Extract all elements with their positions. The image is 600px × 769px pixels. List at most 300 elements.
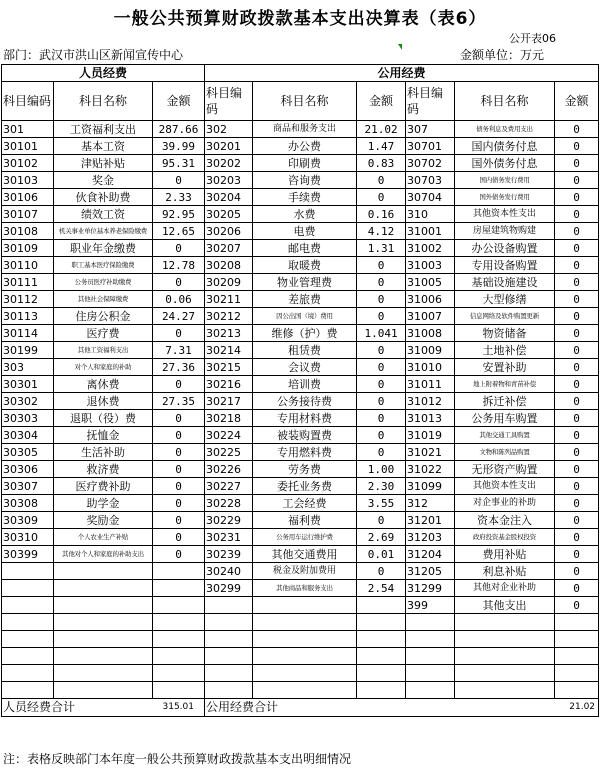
cell-code: 30217 <box>205 393 253 410</box>
cell-code: 31021 <box>406 444 455 461</box>
cell-amount: 0.01 <box>357 546 406 563</box>
cell-amount: 0 <box>555 444 599 461</box>
table-row <box>2 665 599 682</box>
table-row <box>2 393 599 410</box>
cell-amount: 0 <box>555 563 599 580</box>
cell-code: 30704 <box>406 189 455 206</box>
cell-name: 商品和服务支出 <box>253 121 357 138</box>
cell-code: 30111 <box>2 274 54 291</box>
cell-name: 国内债务付息 <box>455 138 555 155</box>
cell-name: 资本金注入 <box>455 512 555 529</box>
cell-amount: 27.36 <box>153 359 205 376</box>
cell-amount: 0 <box>153 529 205 546</box>
cell-amount <box>555 614 599 631</box>
cell-name: 离休费 <box>54 376 153 393</box>
cell-amount: 0 <box>555 121 599 138</box>
cell-amount: 0 <box>357 376 406 393</box>
cell-code <box>205 648 253 665</box>
cell-amount <box>153 580 205 597</box>
cell-amount <box>153 614 205 631</box>
cell-amount: 0 <box>357 172 406 189</box>
cell-amount <box>555 665 599 682</box>
table-row <box>2 189 599 206</box>
cell-name: 办公设备购置 <box>455 240 555 257</box>
cell-code: 30703 <box>406 172 455 189</box>
cell-name: 租赁费 <box>253 342 357 359</box>
cell-amount: 0 <box>357 308 406 325</box>
cell-code: 30240 <box>205 563 253 580</box>
table-row <box>2 240 599 257</box>
cell-name: 专用材料费 <box>253 410 357 427</box>
cell-name: 个人农业生产补贴 <box>54 529 153 546</box>
cell-code: 30399 <box>2 546 54 563</box>
cell-name <box>253 648 357 665</box>
cell-amount <box>153 665 205 682</box>
cell-name <box>54 580 153 597</box>
cell-name: 安置补助 <box>455 359 555 376</box>
cell-name: 救济费 <box>54 461 153 478</box>
code-header: 科目编码 <box>205 82 253 121</box>
cell-name <box>253 597 357 614</box>
cell-code: 31001 <box>406 223 455 240</box>
cell-code: 30106 <box>2 189 54 206</box>
table-row <box>2 648 599 665</box>
cell-name: 其他对个人和家庭的补助支出 <box>54 546 153 563</box>
cell-code: 30108 <box>2 223 54 240</box>
cell-amount: 0 <box>555 512 599 529</box>
cell-code: 31010 <box>406 359 455 376</box>
table-row <box>2 682 599 699</box>
cell-amount: 39.99 <box>153 138 205 155</box>
cell-amount: 0 <box>555 461 599 478</box>
cell-code <box>205 631 253 648</box>
cell-code <box>2 614 54 631</box>
table-row <box>2 495 599 512</box>
cell-name: 其他商品和服务支出 <box>253 580 357 597</box>
cell-amount: 1.47 <box>357 138 406 155</box>
cell-amount: 287.66 <box>153 121 205 138</box>
cell-code: 30305 <box>2 444 54 461</box>
personnel-total-label: 人员经费合计 <box>2 699 153 717</box>
cell-code: 399 <box>406 597 455 614</box>
cell-code: 31099 <box>406 478 455 495</box>
table-row <box>2 512 599 529</box>
cell-amount <box>153 563 205 580</box>
cell-amount: 0 <box>357 512 406 529</box>
cell-name: 无形资产购置 <box>455 461 555 478</box>
cell-code: 30224 <box>205 427 253 444</box>
table-row <box>2 427 599 444</box>
cell-code: 30103 <box>2 172 54 189</box>
cell-code: 30229 <box>205 512 253 529</box>
cell-amount <box>357 648 406 665</box>
cell-name: 物业管理费 <box>253 274 357 291</box>
cell-amount <box>357 631 406 648</box>
cell-name: 其他对企业补助 <box>455 580 555 597</box>
cell-name <box>455 631 555 648</box>
cell-code: 30215 <box>205 359 253 376</box>
cell-amount: 0 <box>555 274 599 291</box>
cell-code: 30205 <box>205 206 253 223</box>
cell-name: 文物和陈列品购置 <box>455 444 555 461</box>
cell-amount: 0 <box>555 240 599 257</box>
amount-header: 金额 <box>357 82 406 121</box>
table-row <box>2 410 599 427</box>
cell-name: 退休费 <box>54 393 153 410</box>
cell-amount: 0 <box>555 291 599 308</box>
cell-code: 30239 <box>205 546 253 563</box>
cell-amount: 0 <box>153 444 205 461</box>
cell-code: 30201 <box>205 138 253 155</box>
cell-code: 30102 <box>2 155 54 172</box>
cell-name: 被装购置费 <box>253 427 357 444</box>
cell-code: 31008 <box>406 325 455 342</box>
cell-amount: 0 <box>555 478 599 495</box>
cell-code: 302 <box>205 121 253 138</box>
cell-code: 30307 <box>2 478 54 495</box>
footnote: 注：表格反映部门本年度一般公共预算财政拨款基本支出明细情况 <box>3 752 352 766</box>
cell-amount <box>555 648 599 665</box>
cell-code: 30228 <box>205 495 253 512</box>
cell-name: 伙食补助费 <box>54 189 153 206</box>
cell-amount: 0 <box>357 291 406 308</box>
cell-name: 房屋建筑物购建 <box>455 223 555 240</box>
table-row <box>2 206 599 223</box>
cell-name <box>54 614 153 631</box>
cell-code <box>205 665 253 682</box>
cell-name: 其他工资福利支出 <box>54 342 153 359</box>
cell-code <box>2 682 54 699</box>
cell-code: 31019 <box>406 427 455 444</box>
cell-amount: 3.55 <box>357 495 406 512</box>
cell-code: 30199 <box>2 342 54 359</box>
cell-name: 利息补贴 <box>455 563 555 580</box>
cell-name: 奖励金 <box>54 512 153 529</box>
amount-header: 金额 <box>153 82 205 121</box>
cell-name <box>54 563 153 580</box>
cell-amount: 0 <box>357 563 406 580</box>
cell-name: 水费 <box>253 206 357 223</box>
cell-amount: 0 <box>357 393 406 410</box>
table-row <box>2 359 599 376</box>
table-row <box>2 376 599 393</box>
cell-name: 维修（护）费 <box>253 325 357 342</box>
cell-code: 31204 <box>406 546 455 563</box>
table-row <box>2 546 599 563</box>
cell-name: 培训费 <box>253 376 357 393</box>
cell-name <box>455 614 555 631</box>
cell-name: 生活补助 <box>54 444 153 461</box>
cell-name <box>54 665 153 682</box>
cell-amount: 0 <box>153 274 205 291</box>
cell-code: 30231 <box>205 529 253 546</box>
cell-code: 30209 <box>205 274 253 291</box>
cell-name: 公务员医疗补助缴费 <box>54 274 153 291</box>
cell-name: 其他资本性支出 <box>455 478 555 495</box>
cell-amount: 0 <box>555 597 599 614</box>
public-section-header: 公用经费 <box>205 65 599 82</box>
cell-amount: 0 <box>153 410 205 427</box>
cell-code: 30302 <box>2 393 54 410</box>
cell-code: 31002 <box>406 240 455 257</box>
cell-amount: 27.35 <box>153 393 205 410</box>
name-header: 科目名称 <box>455 82 555 121</box>
cell-name: 印刷费 <box>253 155 357 172</box>
cell-code: 303 <box>2 359 54 376</box>
cell-amount: 0.06 <box>153 291 205 308</box>
code-header: 科目编码 <box>406 82 455 121</box>
cell-name: 地上附着物和青苗补偿 <box>455 376 555 393</box>
cell-amount: 1.041 <box>357 325 406 342</box>
cell-amount: 0 <box>555 580 599 597</box>
cell-name <box>54 597 153 614</box>
cell-amount: 0 <box>555 376 599 393</box>
cell-code: 31203 <box>406 529 455 546</box>
cell-code: 30214 <box>205 342 253 359</box>
cell-code <box>2 631 54 648</box>
cell-name: 因公出国（境）费用 <box>253 308 357 325</box>
cell-code: 30306 <box>2 461 54 478</box>
cell-code <box>406 682 455 699</box>
cell-name: 医疗费补助 <box>54 478 153 495</box>
cell-amount: 0 <box>555 223 599 240</box>
cell-amount: 1.31 <box>357 240 406 257</box>
cell-name: 专用燃料费 <box>253 444 357 461</box>
cell-name <box>455 665 555 682</box>
cell-name: 其他资本性支出 <box>455 206 555 223</box>
cell-code <box>205 682 253 699</box>
cell-amount: 0 <box>357 274 406 291</box>
cell-name: 专用设备购置 <box>455 257 555 274</box>
table-row <box>2 138 599 155</box>
cell-name: 咨询费 <box>253 172 357 189</box>
page-title: 一般公共预算财政拨款基本支出决算表（表6） <box>113 9 487 29</box>
table-row <box>2 223 599 240</box>
cell-code <box>406 631 455 648</box>
cell-amount: 0 <box>555 206 599 223</box>
cell-amount: 0 <box>555 359 599 376</box>
cell-code: 31299 <box>406 580 455 597</box>
cell-amount: 0 <box>357 359 406 376</box>
cell-name: 劳务费 <box>253 461 357 478</box>
table-row <box>2 444 599 461</box>
cell-amount: 0 <box>555 393 599 410</box>
cell-amount: 0 <box>555 427 599 444</box>
cell-name: 土地补偿 <box>455 342 555 359</box>
cell-code: 31006 <box>406 291 455 308</box>
cell-code <box>2 580 54 597</box>
unit-label: 金额单位：万元 <box>460 48 545 62</box>
cell-name: 取暖费 <box>253 257 357 274</box>
table-row <box>2 580 599 597</box>
cell-name: 国内债务发行费用 <box>455 172 555 189</box>
cell-code: 30112 <box>2 291 54 308</box>
cell-code: 30109 <box>2 240 54 257</box>
cell-name: 津贴补贴 <box>54 155 153 172</box>
cell-amount: 0 <box>357 444 406 461</box>
cell-name: 国外债务发行费用 <box>455 189 555 206</box>
cell-name <box>253 631 357 648</box>
personnel-section-header: 人员经费 <box>2 65 205 82</box>
cell-amount: 0 <box>153 478 205 495</box>
table-row <box>2 614 599 631</box>
personnel-total-value: 315.01 <box>153 699 205 717</box>
cell-code: 30310 <box>2 529 54 546</box>
cell-code: 31005 <box>406 274 455 291</box>
cell-name: 手续费 <box>253 189 357 206</box>
cell-code: 31009 <box>406 342 455 359</box>
table-row <box>2 155 599 172</box>
cell-amount: 0 <box>357 189 406 206</box>
cell-code: 310 <box>406 206 455 223</box>
cell-code: 30304 <box>2 427 54 444</box>
cell-name: 对个人和家庭的补助 <box>54 359 153 376</box>
cell-code <box>406 648 455 665</box>
cell-amount <box>153 648 205 665</box>
table-row <box>2 563 599 580</box>
table-row <box>2 308 599 325</box>
cell-code: 30216 <box>205 376 253 393</box>
cell-amount: 0 <box>555 410 599 427</box>
cell-code <box>2 563 54 580</box>
cell-code: 30299 <box>205 580 253 597</box>
cell-code: 30213 <box>205 325 253 342</box>
cell-amount: 0 <box>153 240 205 257</box>
cell-code: 30218 <box>205 410 253 427</box>
cell-code: 30204 <box>205 189 253 206</box>
cell-amount: 95.31 <box>153 155 205 172</box>
cell-amount: 0 <box>555 342 599 359</box>
cell-name: 职工基本医疗保险缴费 <box>54 257 153 274</box>
table-row <box>2 478 599 495</box>
table-row <box>2 325 599 342</box>
cell-code <box>2 665 54 682</box>
cell-code: 307 <box>406 121 455 138</box>
cell-code: 30113 <box>2 308 54 325</box>
cell-code: 31007 <box>406 308 455 325</box>
cell-name: 对企事业的补助 <box>455 495 555 512</box>
cell-amount <box>357 665 406 682</box>
table-row <box>2 172 599 189</box>
cell-name: 费用补贴 <box>455 546 555 563</box>
cell-code: 30206 <box>205 223 253 240</box>
cell-name: 福利费 <box>253 512 357 529</box>
cell-code: 312 <box>406 495 455 512</box>
table-row <box>2 461 599 478</box>
cell-name: 奖金 <box>54 172 153 189</box>
cell-amount: 4.12 <box>357 223 406 240</box>
table-row <box>2 121 599 138</box>
cell-amount: 0 <box>153 325 205 342</box>
cell-name: 抚恤金 <box>54 427 153 444</box>
table-row <box>2 342 599 359</box>
cell-amount: 0 <box>555 138 599 155</box>
cell-name: 物资储备 <box>455 325 555 342</box>
cell-code: 30226 <box>205 461 253 478</box>
cell-amount: 0 <box>357 410 406 427</box>
cell-amount: 0 <box>153 461 205 478</box>
cell-amount: 12.65 <box>153 223 205 240</box>
cell-amount <box>357 682 406 699</box>
cell-amount: 92.95 <box>153 206 205 223</box>
cell-code: 30202 <box>205 155 253 172</box>
cell-code: 30227 <box>205 478 253 495</box>
cell-code <box>406 665 455 682</box>
cell-amount: 1.00 <box>357 461 406 478</box>
cell-amount <box>153 682 205 699</box>
cell-amount <box>153 597 205 614</box>
cell-amount: 0.16 <box>357 206 406 223</box>
cell-code: 30301 <box>2 376 54 393</box>
cell-code: 30702 <box>406 155 455 172</box>
cell-name: 基本工资 <box>54 138 153 155</box>
cell-amount: 0 <box>555 495 599 512</box>
cell-amount: 0 <box>555 155 599 172</box>
cell-code: 30110 <box>2 257 54 274</box>
cell-name <box>455 682 555 699</box>
cell-name: 差旅费 <box>253 291 357 308</box>
cell-amount: 0 <box>555 172 599 189</box>
cell-amount <box>153 631 205 648</box>
cell-name: 其他社会保障缴费 <box>54 291 153 308</box>
cell-amount: 0.83 <box>357 155 406 172</box>
cell-code: 301 <box>2 121 54 138</box>
cell-amount <box>357 614 406 631</box>
table-row <box>2 529 599 546</box>
cell-code: 30701 <box>406 138 455 155</box>
cell-code <box>2 597 54 614</box>
cell-amount: 0 <box>357 427 406 444</box>
cell-amount: 0 <box>555 529 599 546</box>
cell-amount <box>555 631 599 648</box>
cell-code: 31003 <box>406 257 455 274</box>
cell-name: 债务利息及费用支出 <box>455 121 555 138</box>
cell-amount: 0 <box>555 325 599 342</box>
cell-code: 30225 <box>205 444 253 461</box>
cell-name: 医疗费 <box>54 325 153 342</box>
cell-name: 信息网络及软件购置更新 <box>455 308 555 325</box>
cell-amount: 0 <box>153 512 205 529</box>
cell-amount: 0 <box>555 189 599 206</box>
cell-name <box>455 648 555 665</box>
cell-amount: 2.30 <box>357 478 406 495</box>
cell-name: 会议费 <box>253 359 357 376</box>
cell-name <box>253 682 357 699</box>
cell-code: 31013 <box>406 410 455 427</box>
cell-code: 30211 <box>205 291 253 308</box>
cell-name: 委托业务费 <box>253 478 357 495</box>
cell-amount: 21.02 <box>357 121 406 138</box>
cell-code <box>205 597 253 614</box>
cell-code: 31012 <box>406 393 455 410</box>
public-total-value: 21.02 <box>555 699 599 717</box>
department-label: 部门：武汉市洪山区新闻宣传中心 <box>3 48 184 62</box>
cell-amount <box>555 682 599 699</box>
cell-name: 助学金 <box>54 495 153 512</box>
cell-name: 职业年金缴费 <box>54 240 153 257</box>
table-row <box>2 274 599 291</box>
cell-amount: 12.78 <box>153 257 205 274</box>
cell-amount: 0 <box>555 546 599 563</box>
cell-name: 公务用车运行维护费 <box>253 529 357 546</box>
cell-name: 拆迁补偿 <box>455 393 555 410</box>
cell-code: 31205 <box>406 563 455 580</box>
cell-amount: 0 <box>153 495 205 512</box>
table-row <box>2 291 599 308</box>
form-number: 公开表06 <box>509 32 556 45</box>
cell-code: 30208 <box>205 257 253 274</box>
cell-code <box>2 648 54 665</box>
